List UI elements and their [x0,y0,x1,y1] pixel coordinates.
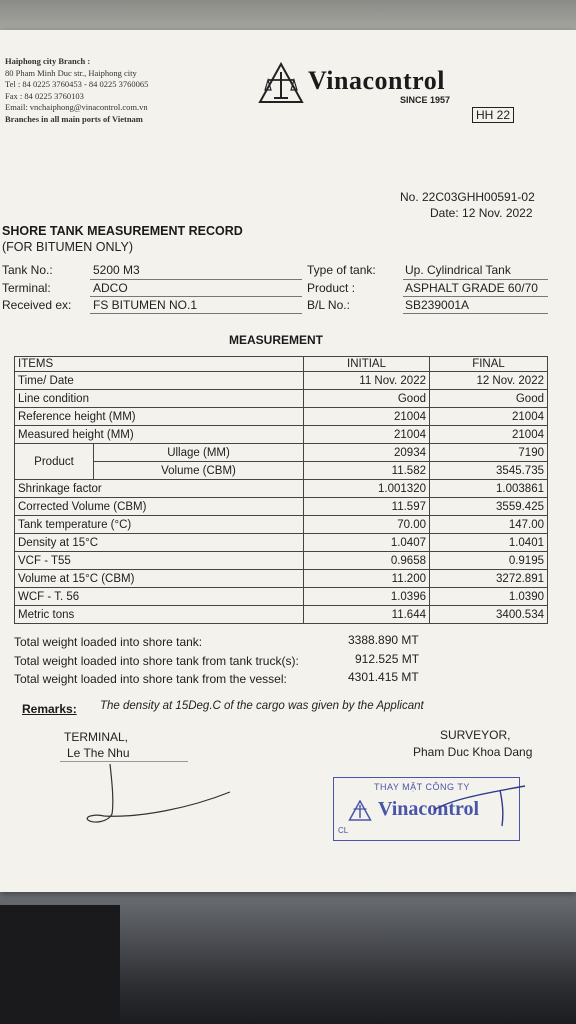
form-code: HH 22 [472,107,514,123]
scale-logo-icon [258,62,304,106]
table-row [15,498,548,516]
table-row [15,570,548,588]
stamp-logo-icon [348,800,372,822]
document-date: Date: 12 Nov. 2022 [430,206,533,220]
branch-fax: Fax : 84 0225 3760103 [5,90,84,101]
table-row [15,462,548,480]
row-group-product: Product [15,444,94,480]
row-initial: 1.0407 [304,534,430,552]
measurement-table [14,356,548,624]
vinacontrol-logo [258,62,468,108]
header-final: FINAL [430,357,548,372]
row-final: 12 Nov. 2022 [430,372,548,390]
row-final: 7190 [430,444,548,462]
row-final: 1.0390 [430,588,548,606]
total-vessel-label: Total weight loaded into shore tank from the vessel: [14,672,287,686]
surveyor-name: Pham Duc Khoa Dang [413,745,533,759]
row-initial: 0.9658 [304,552,430,570]
underline [403,279,548,280]
table-row [15,606,548,624]
bl-no-label: B/L No.: [307,298,350,312]
table-row [15,408,548,426]
product-label: Product : [307,281,356,295]
row-final: 21004 [430,426,548,444]
record-subtitle: (FOR BITUMEN ONLY) [2,240,134,254]
header-initial: INITIAL [304,357,430,372]
row-final: 3272.891 [430,570,548,588]
row-final: 1.0401 [430,534,548,552]
row-initial: 11 Nov. 2022 [304,372,430,390]
header-items: ITEMS [15,357,304,372]
branch-email: Email: vnchaiphong@vinacontrol.com.vn [5,102,148,113]
row-initial: 1.001320 [304,480,430,498]
row-item: Volume (CBM) [94,462,304,480]
received-ex-label: Received ex: [2,298,72,312]
table-row [15,480,548,498]
tank-no-value: 5200 M3 [93,263,140,277]
row-item: Density at 15°C [15,534,304,552]
row-item: Line condition [15,390,304,408]
total-shore-label: Total weight loaded into shore tank: [14,635,203,649]
table-row [15,552,548,570]
row-initial: 11.582 [304,462,430,480]
underline [403,313,548,314]
row-final: 3559.425 [430,498,548,516]
underline [90,313,302,314]
bl-no-value: SB239001A [405,298,470,312]
row-item: Time/ Date [15,372,304,390]
logo-name: Vinacontrol [308,66,445,95]
tank-no-label: Tank No.: [2,263,53,277]
document-number: No. 22C03GHH00591-02 [400,190,535,204]
row-initial: 21004 [304,408,430,426]
row-final: 3400.534 [430,606,548,624]
row-item: Reference height (MM) [15,408,304,426]
table-row [15,444,548,462]
stamp-company-name: Vinacontrol [378,798,480,820]
table-row [15,534,548,552]
row-item: Corrected Volume (CBM) [15,498,304,516]
tank-type-label: Type of tank: [307,263,376,277]
terminal-signature-icon [80,762,240,832]
row-initial: 70.00 [304,516,430,534]
table-row [15,426,548,444]
table-row [15,588,548,606]
branch-ports: Branches in all main ports of Vietnam [5,113,143,124]
received-ex-value: FS BITUMEN NO.1 [93,298,198,312]
terminal-signatory-label: TERMINAL, [64,730,129,744]
stamp-corner-text: CL [338,826,349,835]
terminal-signatory-name: Le The Nhu [67,746,130,760]
measurement-heading: MEASUREMENT [229,333,324,347]
row-initial: 21004 [304,426,430,444]
tank-type-value: Up. Cylindrical Tank [405,263,511,277]
underline [90,296,302,297]
row-initial: 11.200 [304,570,430,588]
background-top [0,0,576,34]
row-initial: 11.597 [304,498,430,516]
row-item: Metric tons [15,606,304,624]
branch-address: 80 Pham Minh Duc str., Haiphong city [5,67,137,78]
branch-address-block [5,56,148,126]
row-final: 147.00 [430,516,548,534]
surveyor-label: SURVEYOR, [440,728,511,742]
terminal-value: ADCO [93,281,128,295]
row-item: VCF - T55 [15,552,304,570]
total-shore-value: 3388.890 MT [348,633,419,647]
row-final: Good [430,390,548,408]
row-initial: 20934 [304,444,430,462]
product-value: ASPHALT GRADE 60/70 [405,281,538,295]
row-item: Ullage (MM) [94,444,304,462]
table-row [15,372,548,390]
table-header-row [15,357,548,372]
total-truck-value: 912.525 MT [355,652,420,666]
branch-tel: Tel : 84 0225 3760453 - 84 0225 3760065 [5,79,149,90]
row-initial: Good [304,390,430,408]
underline [90,279,302,280]
background-shadow [0,905,120,1024]
row-item: WCF - T. 56 [15,588,304,606]
logo-since: SINCE 1957 [400,95,451,105]
total-truck-label: Total weight loaded into shore tank from tank truck(s): [14,654,299,668]
row-final: 3545.735 [430,462,548,480]
remarks-text: The density at 15Deg.C of the cargo was given by the Applicant [100,700,424,712]
row-item: Shrinkage factor [15,480,304,498]
remarks-label: Remarks: [22,702,77,716]
surveyor-signature-icon [430,780,530,830]
stamp-caption: THAY MẶT CÔNG TY [374,782,470,792]
underline [403,296,548,297]
row-initial: 1.0396 [304,588,430,606]
terminal-label: Terminal: [2,281,51,295]
row-item: Measured height (MM) [15,426,304,444]
table-row [15,516,548,534]
row-final: 1.003861 [430,480,548,498]
row-item: Volume at 15°C (CBM) [15,570,304,588]
total-vessel-value: 4301.415 MT [348,670,419,684]
branch-name: Haiphong city Branch : [5,56,91,66]
row-final: 21004 [430,408,548,426]
row-final: 0.9195 [430,552,548,570]
table-row [15,390,548,408]
record-title: SHORE TANK MEASUREMENT RECORD [2,224,243,238]
row-initial: 11.644 [304,606,430,624]
row-item: Tank temperature (°C) [15,516,304,534]
